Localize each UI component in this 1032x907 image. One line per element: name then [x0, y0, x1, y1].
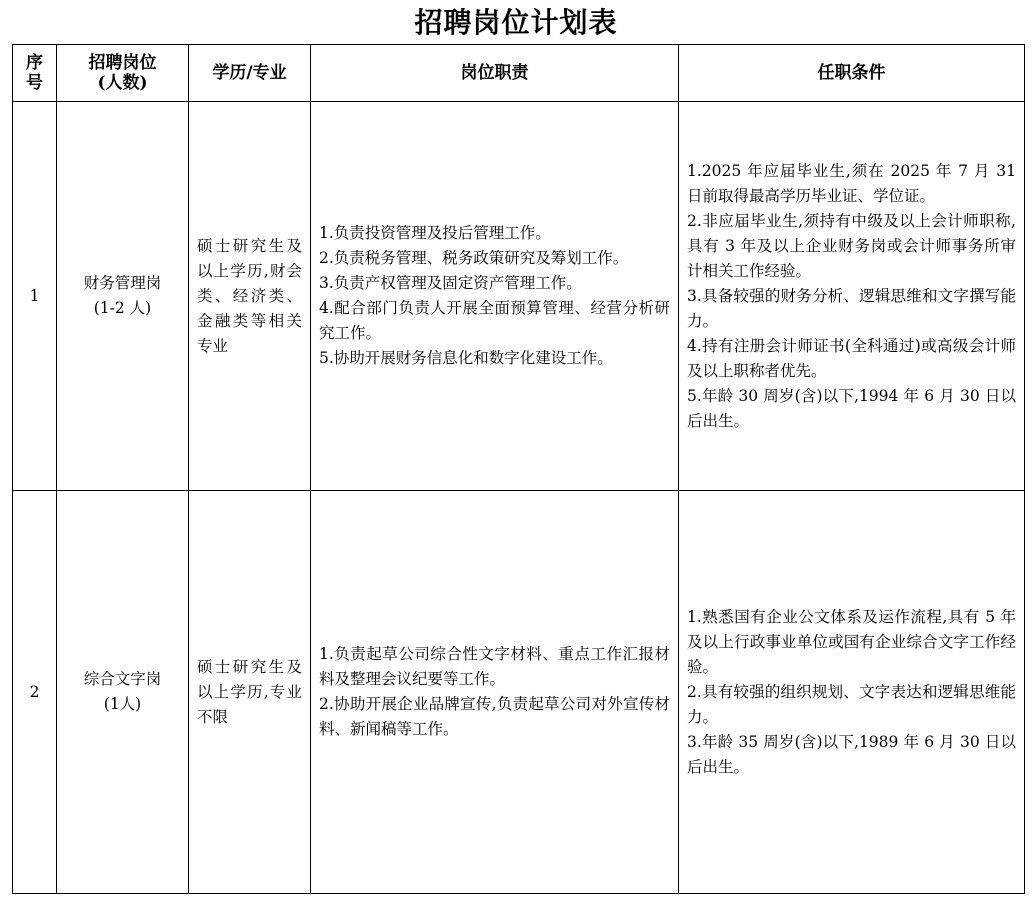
position-cell	[57, 102, 189, 491]
duty-item: 3.负责产权管理及固定资产管理工作。	[319, 274, 582, 292]
row-number: 2	[13, 491, 57, 894]
requirement-item: 3.具备较强的财务分析、逻辑思维和文字撰写能力。	[687, 286, 1016, 330]
requirement-item: 2.非应届毕业生,须持有中级及以上会计师职称,具有 3 年及以上企业财务岗或会计师事务所审计相关工作经验。	[687, 211, 1016, 280]
requirements-cell	[679, 102, 1025, 491]
duties-cell	[311, 491, 679, 894]
header-position-line1: 招聘岗位	[88, 53, 157, 73]
education-cell: 硕士研究生及以上学历,财会类、经济类、金融类等相关专业	[189, 102, 311, 491]
requirement-item: 4.持有注册会计师证书(全科通过)或高级会计师及以上职称者优先。	[687, 336, 1016, 380]
position-name: 财务管理岗	[83, 274, 162, 292]
recruitment-plan-table	[12, 44, 1025, 894]
duty-item: 1.负责起草公司综合性文字材料、重点工作汇报材料及整理会议纪要等工作。	[319, 645, 670, 688]
position-count: (1人)	[103, 695, 142, 713]
row-number: 1	[13, 102, 57, 491]
header-education: 学历/专业	[189, 45, 311, 102]
header-no-line2: 号	[26, 73, 43, 93]
header-position	[57, 45, 189, 102]
header-no	[13, 45, 57, 102]
duty-item: 1.负责投资管理及投后管理工作。	[319, 224, 551, 242]
requirement-item: 1.熟悉国有企业公文体系及运作流程,具有 5 年及以上行政事业单位或国有企业综合文字工作经验。	[687, 607, 1016, 676]
education-cell: 硕士研究生及以上学历,专业不限	[189, 491, 311, 894]
position-name: 综合文字岗	[83, 670, 162, 688]
duty-item: 5.协助开展财务信息化和数字化建设工作。	[319, 349, 613, 367]
position-cell	[57, 491, 189, 894]
duty-item: 4.配合部门负责人开展全面预算管理、经营分析研究工作。	[319, 299, 670, 342]
duty-item: 2.负责税务管理、税务政策研究及筹划工作。	[319, 249, 629, 267]
duty-item: 2.协助开展企业品牌宣传,负责起草公司对外宣传材料、新闻稿等工作。	[319, 695, 670, 738]
requirement-item: 3.年龄 35 周岁(含)以下,1989 年 6 月 30 日以后出生。	[687, 732, 1016, 776]
header-duties: 岗位职责	[311, 45, 679, 102]
table-row	[13, 102, 1025, 491]
header-no-line1: 序	[26, 53, 43, 73]
header-requirements: 任职条件	[679, 45, 1025, 102]
duties-cell	[311, 102, 679, 491]
requirement-item: 2.具有较强的组织规划、文字表达和逻辑思维能力。	[687, 682, 1016, 726]
page-title: 招聘岗位计划表	[414, 6, 618, 39]
requirement-item: 5.年龄 30 周岁(含)以下,1994 年 6 月 30 日以后出生。	[687, 386, 1016, 430]
table-row	[13, 491, 1025, 894]
position-count: (1-2 人)	[93, 299, 152, 317]
requirements-cell	[679, 491, 1025, 894]
table-header-row	[13, 45, 1025, 102]
header-position-line2: (人数)	[97, 73, 148, 93]
requirement-item: 1.2025 年应届毕业生,须在 2025 年 7 月 31 日前取得最高学历毕业证、学位证。	[687, 161, 1016, 205]
